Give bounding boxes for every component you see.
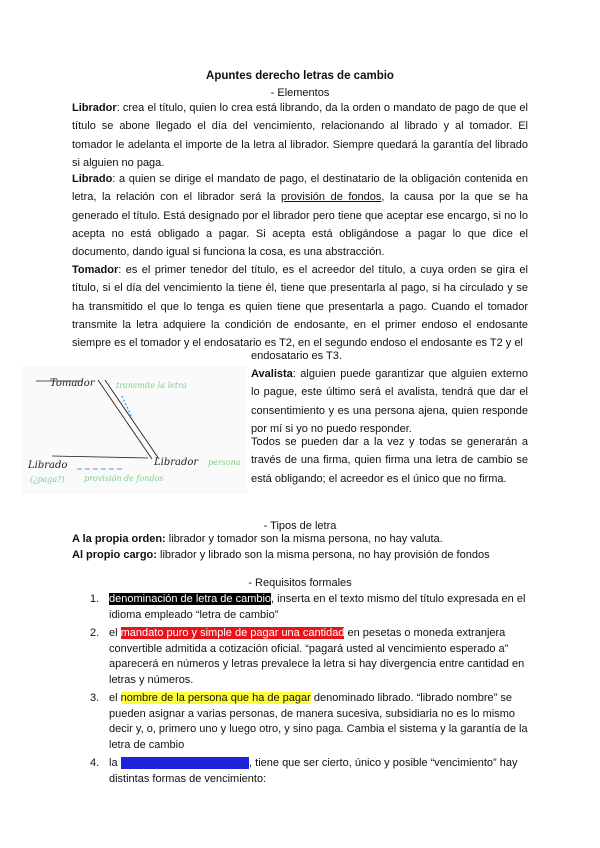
section-heading-tipos: - Tipos de letra	[263, 520, 337, 532]
highlight-red: mandato puro y simple de pagar una cantidad	[120, 627, 345, 639]
tipo-propia-orden: A la propia orden: librador y tomador son la misma persona, no hay valuta.	[72, 533, 443, 545]
term-librador: Librador	[72, 102, 117, 114]
list-item: 4. la indicación del vencimiento, tiene que ser cierto, único y posible “vencimiento” hay distintas formas de vencimiento:	[90, 757, 518, 785]
sketch-label-librador: Librador	[154, 457, 199, 468]
tomador-text-end: endosatario es T3.	[251, 350, 342, 362]
paragraph-firma: Todos se pueden dar a la vez y todas se generarán a través de una firma, quien firma una letra de cambio se está obligando; el acreedor es el único que no firma.	[251, 436, 528, 485]
list-item: 3. el nombre de la persona que ha de pagar denominado librado. “librado nombre” se pueden asignar a varias personas, de manera sucesiva, subsidiaria no es lo mismo decir y, o, primero uno y luego otro, y sino paga. Cambia el sistema y la garantía de la letra de cambio	[90, 692, 528, 751]
sketch-label-tomador: Tomador	[50, 378, 95, 389]
section-heading-requisitos: - Requisitos formales	[248, 577, 352, 589]
sketch-note-provision: provisión de fondos	[84, 474, 164, 483]
paragraph-avalista: Avalista: alguien puede garantizar que alguien externo lo pague, este último será el avalista, tendrá que dar el consentimiento y es una persona ajena, quien responde por mí si yo no puedo responder.	[251, 368, 528, 435]
highlight-blue: indicación del vencimiento	[120, 757, 250, 769]
term-avalista: Avalista	[251, 368, 293, 380]
text-librador: : crea el título, quien lo crea está librando, da la orden o mandato de pago de que el título se abone llegado el día del vencimiento, relacionando al librado y al tomador. El tomador le adelanta el importe de la letra al librador. Siempre quedará la garantía del librado si alguien no paga.	[72, 102, 528, 169]
sketch-note-tomador: transmite la letra	[116, 381, 187, 390]
sketch-note-librado: (¿paga?)	[30, 475, 65, 484]
handwritten-sketch	[22, 366, 247, 494]
sketch-drawing	[22, 366, 247, 494]
section-heading-elementos: - Elementos	[270, 87, 330, 99]
highlight-black: denominación de letra de cambio	[109, 593, 272, 605]
document-title: Apuntes derecho letras de cambio	[206, 70, 394, 82]
list-item: 1. denominación de letra de cambio, inserta en el texto mismo del título expresada en el idioma empleado “letra de cambio”	[90, 593, 526, 621]
requisitos-list	[90, 592, 530, 790]
paragraph-librador	[72, 99, 528, 172]
sketch-diagonal-line	[98, 380, 152, 459]
term-librado: Librado	[72, 173, 113, 185]
paragraph-librado: Librado: a quien se dirige el mandato de pago, el destinatario de la obligación contenida en letra, la relación con el librador será la provisión de fondos, la causa por la que se ha generado el título. Está designado por el librador pero tiene que aceptar ese encargo, si no lo acepta no está obligado a pagar. Si acepta está obligándose a pagar lo que dice el documento, dando igual si funciona la cosa, es una abstracción.	[72, 173, 529, 259]
sketch-diagonal-line	[105, 380, 159, 459]
sketch-label-librado: Librado	[28, 460, 68, 471]
sketch-note-librador: persona	[208, 458, 241, 467]
paragraph-tomador	[72, 261, 528, 352]
term-tomador: Tomador	[72, 264, 119, 276]
sketch-base-line	[52, 456, 148, 458]
underlined-provision-de-fondos: provisión de fondos	[281, 191, 382, 204]
highlight-yellow: nombre de la persona que ha de pagar	[120, 692, 311, 704]
list-item: 2. el mandato puro y simple de pagar una cantidad en pesetas o moneda extranjera convertible admitida a cotización oficial. “pagará usted al vencimiento esperado a” aparecerá en números y letras prevalece la letra si hay divergencia entre cantidad en letras y números.	[90, 627, 525, 686]
text-tomador: : es el primer tenedor del título, es el acreedor del título, a cuya orden se gira el título, si el día del vencimiento la tiene él, tiene que presentarla al pago, si ha circulado y se ha transmitido el que lo tenga es quien tiene que presentarla a pago. Cuando el tomador transmite la letra adquiere la condición de endosante, en el primer endoso el endosante siempre es el tomador y el endosatario es T2, en el segundo endoso el endosante es T2 y el	[72, 264, 528, 350]
tipo-propio-cargo: Al propio cargo: librador y librado son la misma persona, no hay provisión de fondos	[72, 549, 490, 561]
